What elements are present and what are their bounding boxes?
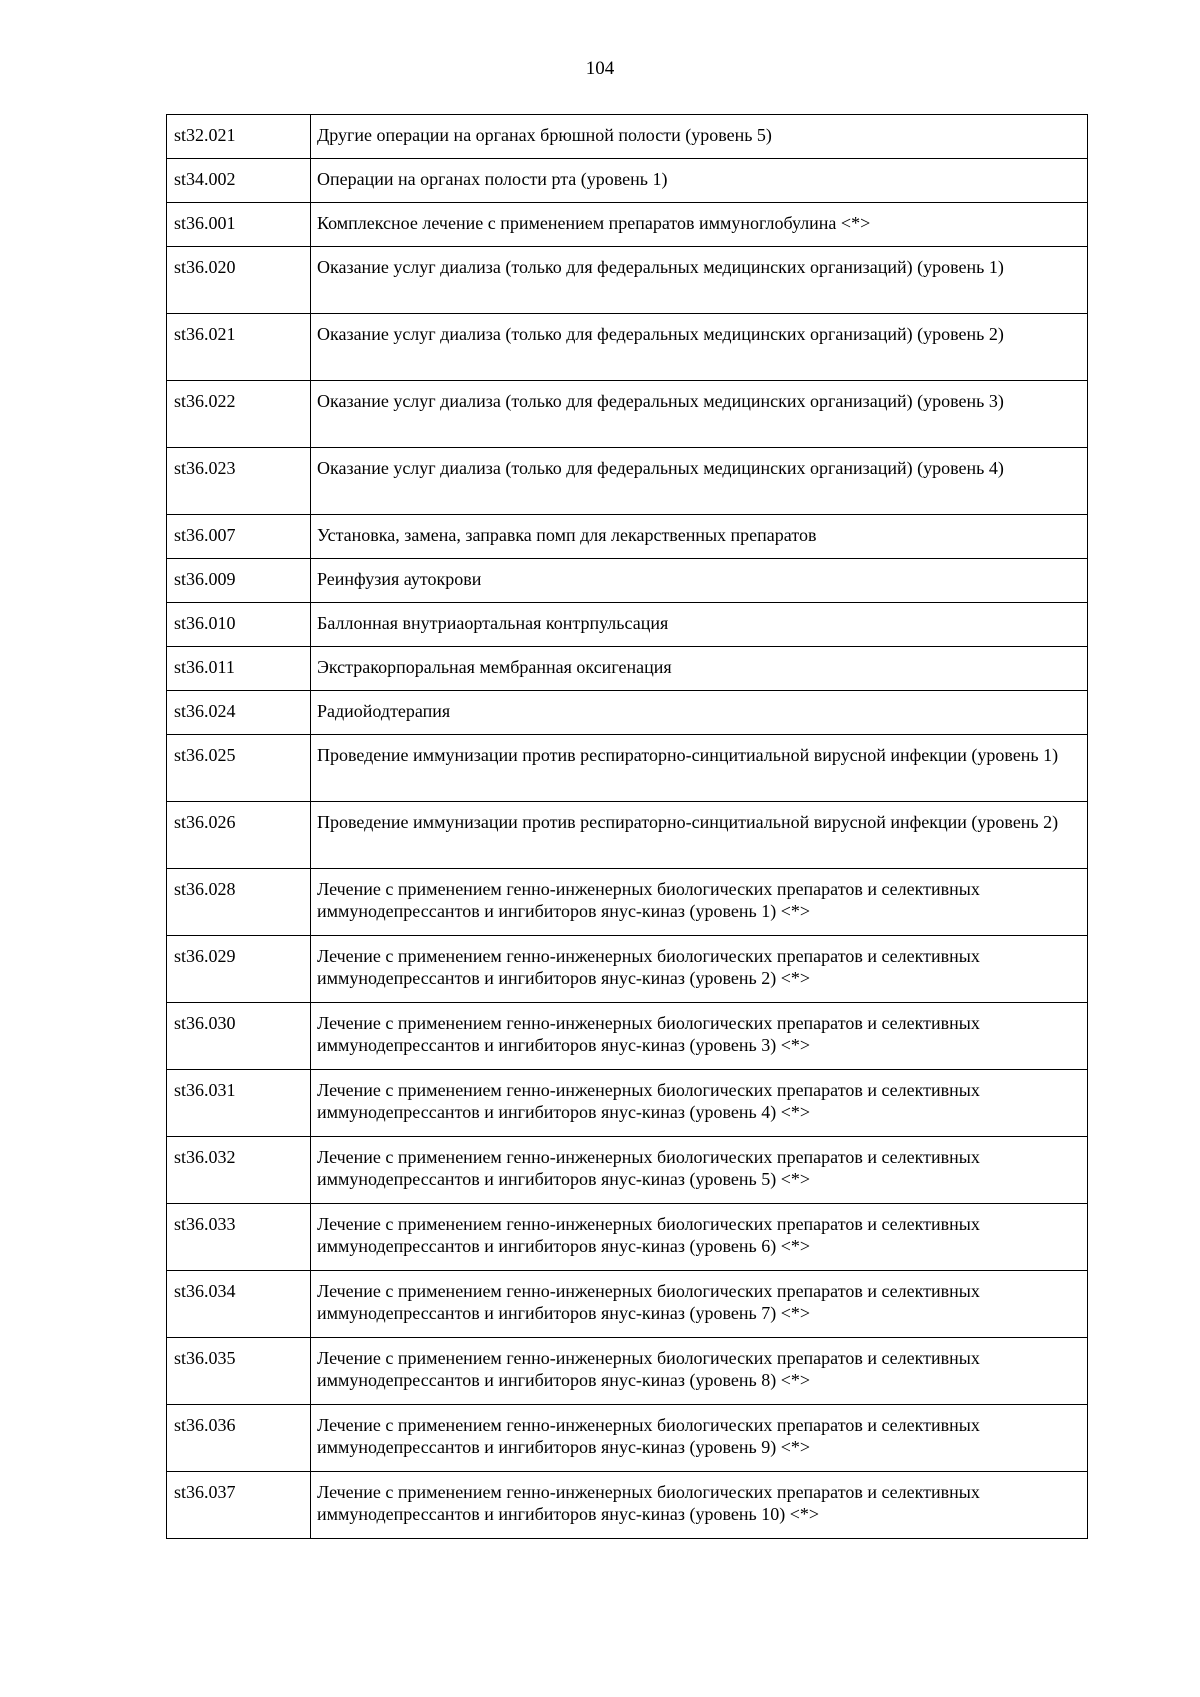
table-row <box>167 647 1088 691</box>
row-code: st36.029 <box>167 936 311 1003</box>
row-name: Лечение с применением генно-инженерных биологических препаратов и селективных иммунодепрессантов и ингибиторов янус-киназ (уровень 9) <*> <box>311 1405 1088 1472</box>
table-row <box>167 381 1088 448</box>
row-code: st36.001 <box>167 203 311 247</box>
row-name: Комплексное лечение с применением препаратов иммуноглобулина <*> <box>311 203 1088 247</box>
table-row <box>167 115 1088 159</box>
row-name: Оказание услуг диализа (только для федеральных медицинских организаций) (уровень 3) <box>311 381 1088 448</box>
tariff-table <box>166 114 1088 1539</box>
row-code: st32.021 <box>167 115 311 159</box>
row-code: st36.034 <box>167 1271 311 1338</box>
row-name: Экстракорпоральная мембранная оксигенация <box>311 647 1088 691</box>
row-code: st36.033 <box>167 1204 311 1271</box>
row-name: Лечение с применением генно-инженерных биологических препаратов и селективных иммунодепрессантов и ингибиторов янус-киназ (уровень 1) <*> <box>311 869 1088 936</box>
row-code: st36.020 <box>167 247 311 314</box>
table-row <box>167 159 1088 203</box>
table-row <box>167 203 1088 247</box>
row-name: Лечение с применением генно-инженерных биологических препаратов и селективных иммунодепрессантов и ингибиторов янус-киназ (уровень 7) <*> <box>311 1271 1088 1338</box>
row-code: st36.009 <box>167 559 311 603</box>
page-number: 104 <box>585 58 615 79</box>
row-name: Лечение с применением генно-инженерных биологических препаратов и селективных иммунодепрессантов и ингибиторов янус-киназ (уровень 6) <*> <box>311 1204 1088 1271</box>
row-name: Операции на органах полости рта (уровень 1) <box>311 159 1088 203</box>
row-code: st34.002 <box>167 159 311 203</box>
row-code: st36.024 <box>167 691 311 735</box>
table-row <box>167 515 1088 559</box>
row-code: st36.022 <box>167 381 311 448</box>
table-row <box>167 1271 1088 1338</box>
row-name: Лечение с применением генно-инженерных биологических препаратов и селективных иммунодепрессантов и ингибиторов янус-киназ (уровень 8) <*> <box>311 1338 1088 1405</box>
table-row <box>167 1070 1088 1137</box>
table-row <box>167 802 1088 869</box>
row-name: Оказание услуг диализа (только для федеральных медицинских организаций) (уровень 2) <box>311 314 1088 381</box>
row-code: st36.026 <box>167 802 311 869</box>
row-name: Реинфузия аутокрови <box>311 559 1088 603</box>
row-name: Проведение иммунизации против респираторно-синцитиальной вирусной инфекции (уровень 2) <box>311 802 1088 869</box>
row-code: st36.032 <box>167 1137 311 1204</box>
row-code: st36.025 <box>167 735 311 802</box>
table-row <box>167 691 1088 735</box>
row-code: st36.011 <box>167 647 311 691</box>
table-row <box>167 1137 1088 1204</box>
row-code: st36.037 <box>167 1472 311 1539</box>
row-name: Лечение с применением генно-инженерных биологических препаратов и селективных иммунодепрессантов и ингибиторов янус-киназ (уровень 3) <*> <box>311 1003 1088 1070</box>
row-name: Радиойодтерапия <box>311 691 1088 735</box>
row-name: Лечение с применением генно-инженерных биологических препаратов и селективных иммунодепрессантов и ингибиторов янус-киназ (уровень 10) <*> <box>311 1472 1088 1539</box>
table-row <box>167 603 1088 647</box>
row-name: Другие операции на органах брюшной полости (уровень 5) <box>311 115 1088 159</box>
row-name: Проведение иммунизации против респираторно-синцитиальной вирусной инфекции (уровень 1) <box>311 735 1088 802</box>
row-name: Оказание услуг диализа (только для федеральных медицинских организаций) (уровень 4) <box>311 448 1088 515</box>
row-code: st36.030 <box>167 1003 311 1070</box>
row-code: st36.010 <box>167 603 311 647</box>
row-name: Лечение с применением генно-инженерных биологических препаратов и селективных иммунодепрессантов и ингибиторов янус-киназ (уровень 4) <*> <box>311 1070 1088 1137</box>
row-code: st36.035 <box>167 1338 311 1405</box>
table-row <box>167 936 1088 1003</box>
table-row <box>167 735 1088 802</box>
table-row <box>167 1338 1088 1405</box>
row-name: Лечение с применением генно-инженерных биологических препаратов и селективных иммунодепрессантов и ингибиторов янус-киназ (уровень 2) <*> <box>311 936 1088 1003</box>
table-row <box>167 1405 1088 1472</box>
table-row <box>167 247 1088 314</box>
row-code: st36.007 <box>167 515 311 559</box>
row-code: st36.023 <box>167 448 311 515</box>
row-code: st36.028 <box>167 869 311 936</box>
table-row <box>167 1003 1088 1070</box>
row-name: Установка, замена, заправка помп для лекарственных препаратов <box>311 515 1088 559</box>
row-code: st36.031 <box>167 1070 311 1137</box>
table-row <box>167 314 1088 381</box>
table-row <box>167 559 1088 603</box>
table-row <box>167 448 1088 515</box>
row-code: st36.021 <box>167 314 311 381</box>
row-name: Оказание услуг диализа (только для федеральных медицинских организаций) (уровень 1) <box>311 247 1088 314</box>
row-name: Лечение с применением генно-инженерных биологических препаратов и селективных иммунодепрессантов и ингибиторов янус-киназ (уровень 5) <*> <box>311 1137 1088 1204</box>
row-name: Баллонная внутриаортальная контрпульсация <box>311 603 1088 647</box>
table-row <box>167 1472 1088 1539</box>
table-row <box>167 1204 1088 1271</box>
table-row <box>167 869 1088 936</box>
row-code: st36.036 <box>167 1405 311 1472</box>
